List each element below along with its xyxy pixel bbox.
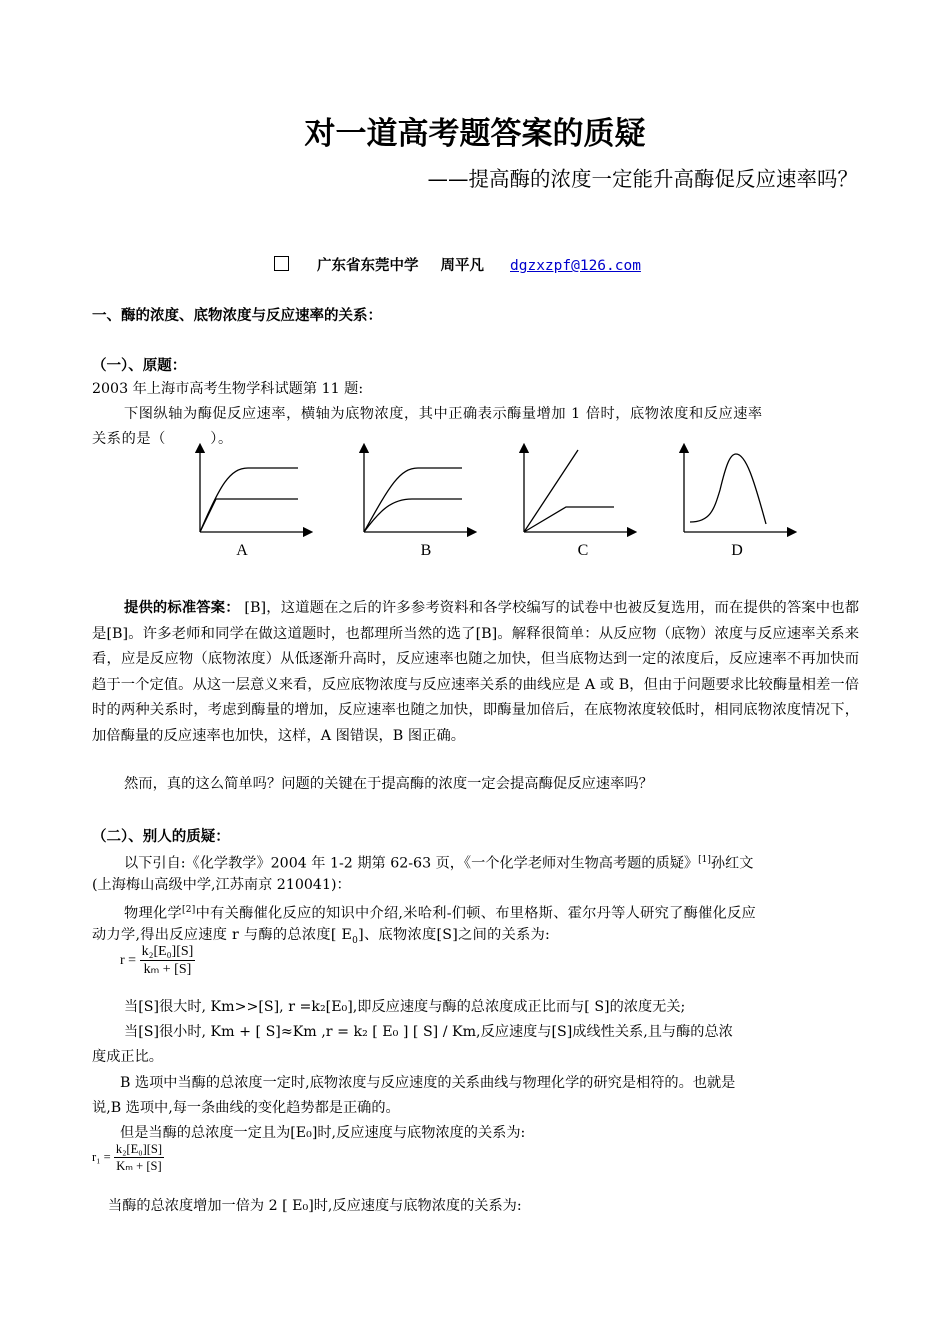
answer-paragraph	[92, 596, 859, 749]
section-heading-1: 一、酶的浓度、底物浓度与反应速率的关系：	[92, 308, 382, 324]
option-charts	[180, 440, 800, 570]
case-small-s-line1: 当[S]很小时, Km + [ S]≈Km ,r = k₂ [ E₀ ] [ S] / Km,反应速度与[S]成线性关系,且与酶的总浓	[124, 1024, 733, 1040]
citation-text: 以下引自:《化学教学》2004 年 1-2 期第 62-63 页，《一个化学老师对生物高考题的质疑》	[124, 855, 699, 872]
chart-a	[200, 448, 308, 559]
physchem-ref: [2]	[181, 905, 196, 915]
formula-2-lhs: r₁ =	[92, 1149, 111, 1164]
physchem-text-a: 物理化学	[124, 905, 182, 922]
chart-d	[684, 448, 792, 559]
author-line	[274, 254, 641, 275]
physchem-text-c: 动力学,得出反应速度 r 与酶的总浓度[ E	[92, 927, 353, 943]
author-name: 周平凡	[440, 258, 484, 274]
question-source: 2003 年上海市高考生物学科试题第 11 题:	[92, 381, 364, 397]
answer-text: [B]，这道题在之后的许多参考资料和各学校编写的试卷中也被反复选用，而在提供的答案中也都是[B]。许多老师和同学在做这道题时，也都理所当然的选了[B]。解释很简单：从反应物（底物）浓度与反应速率关系来看，应是反应物（底物浓度）从低逐渐升高时，反应速率也随之加快，但当底物达到一定的浓度后，反应速率不再加快而趋于一个定值。从这一层意义来看，反应底物浓度与反应速率关系的曲线应是 A 或 B，但由于问题要求比较酶量相差一倍时的两种关系时，考虑到酶量的增加，反应速率也随之加快，即酶量加倍后，在底物浓度较低时，相同底物浓度情况下，加倍酶量的反应速率也加快，这样，A 图错误，B 图正确。	[92, 600, 860, 744]
formula-2	[92, 1142, 164, 1174]
subsection-heading-1: （一）、原题：	[92, 358, 187, 374]
physchem-line2: 动力学,得出反应速度 r 与酶的总浓度[ $E_0$]、底物浓度[S]之间的关系为:	[92, 927, 551, 946]
formula-2-denominator: Kₘ + [S]	[116, 1159, 162, 1173]
citation-line2: (上海梅山高级中学,江苏南京 210041)：	[92, 877, 351, 893]
chart-label-b: B	[420, 542, 432, 559]
physchem-text-b: 中有关酶催化反应的知识中介绍,米哈利-们顿、布里格斯、霍尔丹等人研究了酶催化反应	[195, 905, 757, 922]
case-large-s: 当[S]很大时, Km>>[S], r =k₂[E₀],即反应速度与酶的总浓度成正比而与[ S]的浓度无关;	[124, 999, 686, 1015]
checkbox-icon	[274, 256, 289, 271]
option-b-line2: 说,B 选项中,每一条曲线的变化趋势都是正确的。	[92, 1100, 400, 1116]
citation-author: 孙红文	[710, 855, 754, 872]
formula-1-denominator: kₘ + [S]	[143, 962, 192, 977]
case-small-s-line2: 度成正比。	[92, 1049, 163, 1065]
page-title: 对一道高考题答案的质疑	[304, 116, 646, 152]
double-enzyme-line: 当酶的总浓度增加一倍为 2 [ E₀]时,反应速度与底物浓度的关系为:	[108, 1198, 522, 1214]
author-email-link[interactable]: dgzxzpf@126.com	[510, 258, 641, 274]
subsection-heading-2: （二）、别人的质疑：	[92, 829, 230, 845]
formula-1-lhs: r =	[120, 953, 137, 969]
formula-2-numerator: k₂[E₀][S]	[115, 1142, 163, 1156]
chart-c	[524, 448, 632, 559]
chart-label-c: C	[577, 542, 589, 559]
answer-label: 提供的标准答案：	[124, 600, 240, 616]
chart-b	[364, 448, 472, 559]
but-line: 但是当酶的总浓度一定且为[E₀]时,反应速度与底物浓度的关系为:	[120, 1125, 526, 1141]
formula-1	[120, 944, 195, 978]
formula-1-numerator: k₂[E₀][S]	[141, 944, 194, 959]
question-text-line1: 下图纵轴为酶促反应速率，横轴为底物浓度，其中正确表示酶量增加 1 倍时，底物浓度和反应速率	[124, 406, 763, 422]
option-b-line1: B 选项中当酶的总浓度一定时,底物浓度与反应速度的关系曲线与物理化学的研究是相符的。也就是	[120, 1075, 736, 1091]
however-text: 然而，真的这么简单吗？问题的关键在于提高酶的浓度一定会提高酶促反应速率吗？	[124, 776, 653, 792]
author-school: 广东省东莞中学	[317, 258, 419, 274]
chart-label-d: D	[731, 542, 743, 559]
page-subtitle: ——提高酶的浓度一定能升高酶促反应速率吗？	[427, 167, 858, 191]
chart-label-a: A	[236, 542, 248, 559]
citation-ref: [1]	[698, 855, 711, 865]
physchem-text-d: ]、底物浓度[S]之间的关系为:	[358, 927, 551, 943]
question-text-line2: 关系的是（ ）。	[92, 431, 233, 447]
